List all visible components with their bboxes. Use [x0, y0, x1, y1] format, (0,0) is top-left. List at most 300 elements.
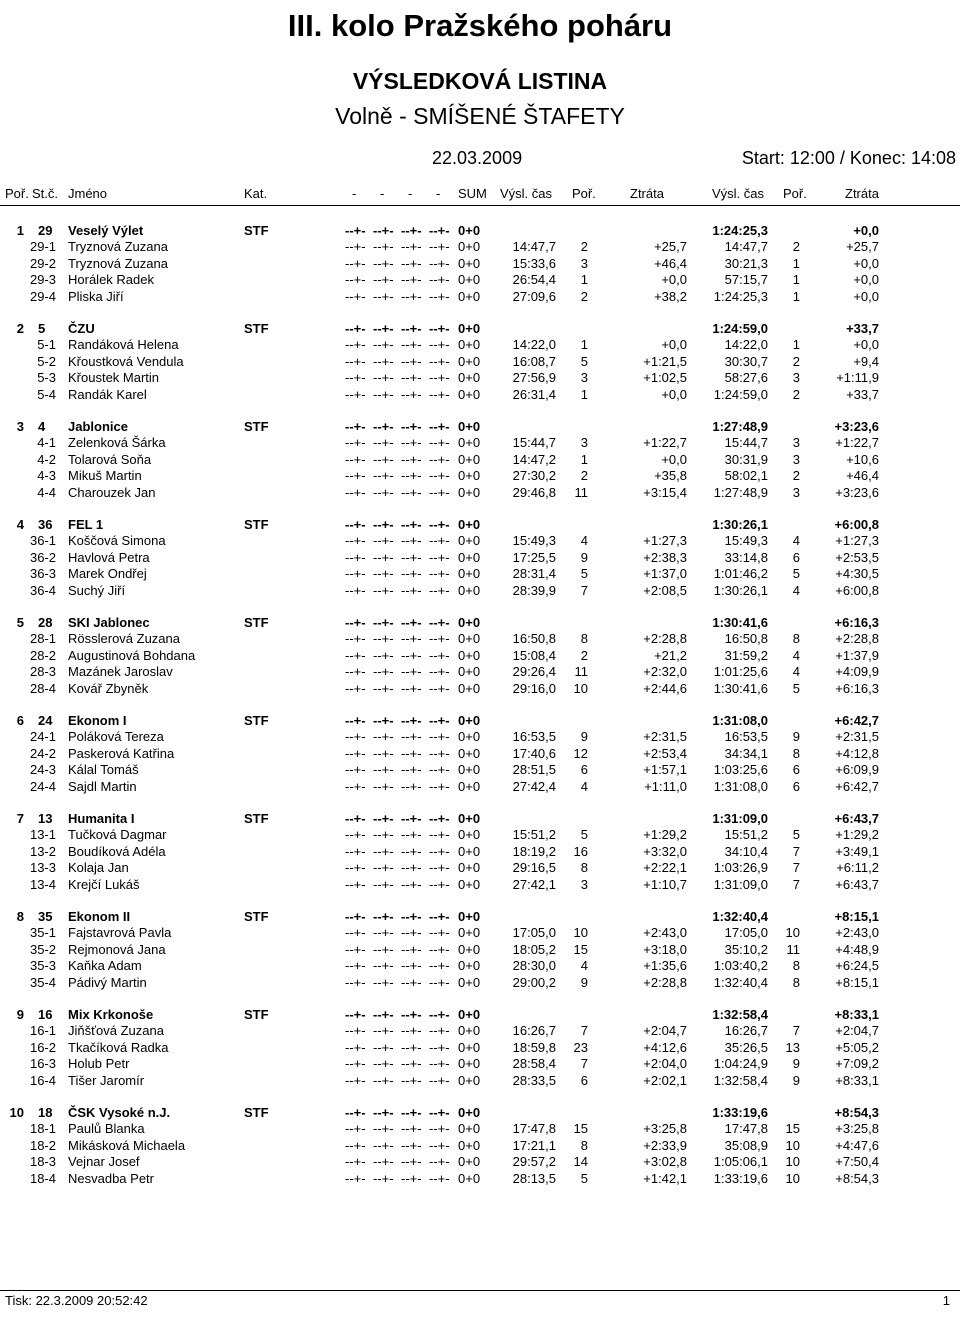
shooting-4: --+-: [429, 1056, 450, 1072]
member-name: Marek Ondřej: [68, 566, 147, 582]
member-leg-time: 27:09,6: [512, 288, 556, 304]
team-start-number: 16: [38, 1007, 53, 1022]
discipline-heading: Volně - SMÍŠENÉ ŠTAFETY: [335, 103, 625, 129]
member-id: 4-2: [37, 451, 56, 467]
shooting-2: --+-: [373, 566, 394, 582]
shooting-4: --+-: [429, 582, 450, 598]
member-leg-loss: +2:31,5: [643, 729, 687, 745]
shooting-3: --+-: [401, 729, 422, 745]
team-total-time: 1:27:48,9: [712, 419, 768, 434]
shooting-2: --+-: [373, 484, 394, 500]
member-leg-time: 29:57,2: [512, 1154, 556, 1170]
shooting-2: --+-: [373, 533, 394, 549]
shooting-4: --+-: [429, 1023, 450, 1039]
team-rank: 1: [16, 223, 24, 238]
member-sum: 0+0: [458, 353, 481, 369]
member-leg-time: 17:21,1: [512, 1137, 556, 1153]
member-name: Paulů Blanka: [68, 1121, 145, 1137]
member-leg-loss: +3:15,4: [643, 484, 687, 500]
shooting-3: --+-: [401, 1170, 422, 1186]
member-row: [0, 1154, 960, 1170]
member-sum: 0+0: [458, 255, 481, 271]
member-leg-loss: +2:44,6: [643, 680, 687, 696]
header-start-number: St.č.: [32, 186, 59, 201]
member-sum: 0+0: [458, 386, 481, 402]
member-name: Horálek Radek: [68, 272, 154, 288]
member-sum: 0+0: [458, 582, 481, 598]
team-sum: 0+0: [458, 1007, 481, 1022]
shooting-2: --+-: [373, 876, 394, 892]
member-name: Mikásková Michaela: [68, 1137, 186, 1153]
shooting-1: --+-: [345, 615, 366, 630]
member-leg-rank: 3: [580, 255, 588, 271]
member-row: [0, 779, 960, 795]
member-leg-rank: 6: [580, 762, 588, 778]
shooting-2: --+-: [373, 729, 394, 745]
member-leg-rank: 1: [580, 451, 588, 467]
member-leg-rank: 4: [580, 533, 588, 549]
team-name: ČSK Vysoké n.J.: [68, 1105, 171, 1120]
team-row: [0, 223, 960, 239]
member-name: Mazánek Jaroslav: [68, 664, 173, 680]
member-name: Křoustková Vendula: [68, 353, 184, 369]
team-name: SKI Jablonec: [68, 615, 150, 630]
member-name: Paskerová Katřina: [68, 745, 175, 761]
member-row: [0, 877, 960, 893]
member-sum: 0+0: [458, 941, 481, 957]
shooting-4: --+-: [429, 370, 450, 386]
member-total-loss: +4:30,5: [835, 566, 879, 582]
shooting-3: --+-: [401, 941, 422, 957]
member-total-rank: 4: [792, 664, 800, 680]
shooting-4: --+-: [429, 566, 450, 582]
member-leg-loss: +2:28,8: [643, 974, 687, 990]
team-category: STF: [244, 517, 269, 532]
header-shooting-2: -: [380, 186, 385, 201]
shooting-3: --+-: [401, 239, 422, 255]
member-leg-loss: +3:02,8: [643, 1154, 687, 1170]
member-total-rank: 3: [792, 484, 800, 500]
member-leg-rank: 2: [580, 288, 588, 304]
member-name: Kaňka Adam: [68, 958, 142, 974]
member-leg-loss: +2:02,1: [643, 1072, 687, 1088]
team-total-loss: +33,7: [846, 321, 879, 336]
shooting-3: --+-: [401, 1121, 422, 1137]
member-total-rank: 5: [792, 827, 800, 843]
member-total-time: 1:33:19,6: [713, 1170, 768, 1186]
team-total-loss: +6:00,8: [834, 517, 879, 532]
member-name: Tkačíková Radka: [68, 1039, 169, 1055]
member-leg-loss: +2:04,0: [643, 1056, 687, 1072]
shooting-4: --+-: [429, 958, 450, 974]
member-total-loss: +4:47,6: [835, 1137, 879, 1153]
header-sum: SUM: [458, 186, 487, 201]
shooting-3: --+-: [401, 451, 422, 467]
shooting-1: --+-: [345, 1072, 366, 1088]
member-total-rank: 7: [792, 843, 800, 859]
shooting-4: --+-: [429, 615, 450, 630]
member-name: Augustinová Bohdana: [68, 647, 196, 663]
member-leg-loss: +3:25,8: [643, 1121, 687, 1137]
team-total-loss: +8:54,3: [834, 1105, 879, 1120]
member-total-time: 1:24:59,0: [713, 386, 768, 402]
member-total-loss: +6:16,3: [835, 680, 879, 696]
member-total-rank: 10: [785, 1137, 800, 1153]
member-leg-loss: +2:22,1: [643, 860, 687, 876]
shooting-1: --+-: [345, 811, 366, 826]
member-leg-time: 29:16,0: [512, 680, 556, 696]
shooting-1: --+-: [345, 1105, 366, 1120]
member-leg-rank: 15: [573, 941, 588, 957]
shooting-4: --+-: [429, 272, 450, 288]
shooting-1: --+-: [345, 843, 366, 859]
shooting-2: --+-: [373, 353, 394, 369]
shooting-2: --+-: [373, 435, 394, 451]
member-row: [0, 975, 960, 991]
header-total-rank: Poř.: [783, 186, 807, 201]
shooting-3: --+-: [401, 925, 422, 941]
member-leg-loss: +2:43,0: [643, 925, 687, 941]
member-name: Sajdl Martin: [68, 778, 137, 794]
member-name: Tryznová Zuzana: [68, 239, 168, 255]
member-leg-rank: 7: [580, 1056, 588, 1072]
shooting-2: --+-: [373, 223, 394, 238]
member-leg-loss: +21,2: [654, 647, 687, 663]
member-id: 29-1: [29, 239, 56, 255]
member-sum: 0+0: [458, 1121, 481, 1137]
member-id: 36-4: [29, 582, 56, 598]
member-id: 35-3: [29, 958, 56, 974]
shooting-2: --+-: [373, 958, 394, 974]
member-sum: 0+0: [458, 860, 481, 876]
member-total-time: 34:34,1: [724, 745, 768, 761]
member-leg-rank: 7: [580, 1023, 588, 1039]
shooting-2: --+-: [373, 680, 394, 696]
member-leg-time: 29:16,5: [512, 860, 556, 876]
member-total-loss: +9,4: [853, 353, 879, 369]
member-sum: 0+0: [458, 549, 481, 565]
shooting-3: --+-: [401, 386, 422, 402]
shooting-3: --+-: [401, 680, 422, 696]
member-leg-rank: 2: [580, 647, 588, 663]
shooting-4: --+-: [429, 419, 450, 434]
shooting-1: --+-: [345, 974, 366, 990]
shooting-4: --+-: [429, 941, 450, 957]
member-sum: 0+0: [458, 1154, 481, 1170]
member-leg-time: 27:56,9: [512, 370, 556, 386]
member-row: [0, 942, 960, 958]
member-row: [0, 1121, 960, 1137]
member-total-loss: +1:37,9: [835, 647, 879, 663]
member-leg-time: 18:19,2: [512, 843, 556, 859]
member-total-loss: +1:29,2: [835, 827, 879, 843]
shooting-1: --+-: [345, 582, 366, 598]
shooting-4: --+-: [429, 876, 450, 892]
print-timestamp: Tisk: 22.3.2009 20:52:42: [5, 1293, 148, 1308]
member-row: [0, 681, 960, 697]
member-name: Tolarová Soňa: [68, 451, 152, 467]
team-start-number: 5: [38, 321, 46, 336]
shooting-4: --+-: [429, 631, 450, 647]
member-total-time: 15:49,3: [724, 533, 768, 549]
shooting-3: --+-: [401, 843, 422, 859]
header-total-time: Výsl. čas: [712, 186, 765, 201]
shooting-1: --+-: [345, 451, 366, 467]
member-leg-loss: +25,7: [654, 239, 687, 255]
team-total-time: 1:32:40,4: [712, 909, 768, 924]
member-name: Jiňšťová Zuzana: [68, 1023, 164, 1039]
team-total-time: 1:24:59,0: [712, 321, 768, 336]
member-total-loss: +3:49,1: [835, 843, 879, 859]
member-id: 5-2: [37, 353, 56, 369]
shooting-3: --+-: [401, 435, 422, 451]
shooting-3: --+-: [401, 1154, 422, 1170]
member-id: 24-2: [29, 745, 56, 761]
shooting-3: --+-: [401, 582, 422, 598]
shooting-4: --+-: [429, 974, 450, 990]
member-total-time: 1:27:48,9: [713, 484, 768, 500]
member-row: [0, 1023, 960, 1039]
shooting-3: --+-: [401, 255, 422, 271]
member-leg-time: 18:05,2: [512, 941, 556, 957]
member-total-rank: 5: [792, 680, 800, 696]
member-leg-rank: 3: [580, 876, 588, 892]
shooting-2: --+-: [373, 321, 394, 336]
member-total-loss: +6:24,5: [835, 958, 879, 974]
member-name: Charouzek Jan: [68, 484, 156, 500]
member-row: [0, 435, 960, 451]
shooting-3: --+-: [401, 876, 422, 892]
member-row: [0, 566, 960, 582]
shooting-1: --+-: [345, 941, 366, 957]
member-total-loss: +0,0: [853, 337, 879, 353]
team-sum: 0+0: [458, 517, 481, 532]
member-leg-time: 16:53,5: [512, 729, 556, 745]
member-row: [0, 1171, 960, 1187]
member-id: 13-2: [29, 843, 56, 859]
member-leg-loss: +3:32,0: [643, 843, 687, 859]
shooting-4: --+-: [429, 778, 450, 794]
shooting-1: --+-: [345, 729, 366, 745]
shooting-4: --+-: [429, 239, 450, 255]
member-total-loss: +2:43,0: [835, 925, 879, 941]
member-total-rank: 1: [792, 337, 800, 353]
shooting-1: --+-: [345, 337, 366, 353]
member-sum: 0+0: [458, 631, 481, 647]
member-sum: 0+0: [458, 1170, 481, 1186]
member-leg-loss: +2:08,5: [643, 582, 687, 598]
member-total-rank: 4: [792, 533, 800, 549]
member-leg-rank: 12: [573, 745, 588, 761]
member-row: [0, 468, 960, 484]
member-row: [0, 844, 960, 860]
team-rank: 8: [16, 909, 24, 924]
member-total-time: 1:05:06,1: [713, 1154, 768, 1170]
shooting-1: --+-: [345, 272, 366, 288]
header-shooting-4: -: [436, 186, 441, 201]
member-leg-rank: 9: [580, 974, 588, 990]
shooting-3: --+-: [401, 1137, 422, 1153]
member-sum: 0+0: [458, 239, 481, 255]
member-id: 13-3: [29, 860, 56, 876]
member-total-loss: +0,0: [853, 288, 879, 304]
member-row: [0, 256, 960, 272]
member-leg-time: 16:08,7: [512, 353, 556, 369]
shooting-4: --+-: [429, 925, 450, 941]
shooting-1: --+-: [345, 664, 366, 680]
member-leg-rank: 7: [580, 582, 588, 598]
member-total-rank: 2: [792, 353, 800, 369]
member-total-time: 1:31:09,0: [713, 876, 768, 892]
shooting-3: --+-: [401, 664, 422, 680]
member-total-rank: 7: [792, 876, 800, 892]
header-category: Kat.: [244, 186, 268, 201]
member-total-loss: +6:11,2: [836, 860, 879, 876]
member-name: Vejnar Josef: [68, 1154, 140, 1170]
team-total-loss: +8:15,1: [834, 909, 879, 924]
member-total-rank: 15: [785, 1121, 800, 1137]
team-rank: 3: [16, 419, 24, 434]
shooting-4: --+-: [429, 1170, 450, 1186]
member-leg-time: 14:47,2: [512, 451, 556, 467]
shooting-1: --+-: [345, 958, 366, 974]
shooting-1: --+-: [345, 680, 366, 696]
team-name: FEL 1: [68, 517, 104, 532]
shooting-1: --+-: [345, 745, 366, 761]
member-row: [0, 1138, 960, 1154]
shooting-3: --+-: [401, 566, 422, 582]
member-name: Pádivý Martin: [68, 974, 147, 990]
member-leg-time: 28:39,9: [512, 582, 556, 598]
member-sum: 0+0: [458, 745, 481, 761]
member-total-rank: 2: [792, 468, 800, 484]
member-leg-loss: +1:22,7: [643, 435, 687, 451]
shooting-4: --+-: [429, 451, 450, 467]
member-total-loss: +33,7: [846, 386, 879, 402]
member-sum: 0+0: [458, 664, 481, 680]
member-name: Pliska Jiří: [68, 288, 124, 304]
member-total-loss: +7:50,4: [835, 1154, 879, 1170]
member-total-loss: +1:11,9: [836, 370, 879, 386]
shooting-2: --+-: [373, 1023, 394, 1039]
shooting-2: --+-: [373, 909, 394, 924]
member-name: Mikuš Martin: [68, 468, 142, 484]
shooting-2: --+-: [373, 549, 394, 565]
member-id: 28-3: [29, 664, 56, 680]
header-leg-loss: Ztráta: [630, 186, 664, 201]
member-total-rank: 8: [792, 958, 800, 974]
team-total-loss: +6:16,3: [834, 615, 879, 630]
shooting-4: --+-: [429, 435, 450, 451]
shooting-4: --+-: [429, 321, 450, 336]
shooting-2: --+-: [373, 664, 394, 680]
team-total-time: 1:33:19,6: [712, 1105, 768, 1120]
member-total-rank: 6: [792, 778, 800, 794]
member-sum: 0+0: [458, 451, 481, 467]
member-name: Kovář Zbyněk: [68, 680, 149, 696]
team-sum: 0+0: [458, 223, 481, 238]
shooting-2: --+-: [373, 1170, 394, 1186]
member-leg-loss: +3:18,0: [643, 941, 687, 957]
member-total-rank: 8: [792, 745, 800, 761]
shooting-3: --+-: [401, 337, 422, 353]
member-leg-time: 28:51,5: [512, 762, 556, 778]
shooting-4: --+-: [429, 729, 450, 745]
member-total-time: 1:03:25,6: [713, 762, 768, 778]
member-id: 16-3: [29, 1056, 56, 1072]
member-leg-rank: 5: [580, 1170, 588, 1186]
shooting-4: --+-: [429, 353, 450, 369]
member-leg-rank: 16: [573, 843, 588, 859]
shooting-1: --+-: [345, 925, 366, 941]
member-total-loss: +8:54,3: [835, 1170, 879, 1186]
shooting-3: --+-: [401, 1056, 422, 1072]
team-start-number: 4: [38, 419, 46, 434]
shooting-3: --+-: [401, 549, 422, 565]
member-sum: 0+0: [458, 680, 481, 696]
member-total-loss: +5:05,2: [835, 1039, 879, 1055]
shooting-2: --+-: [373, 1072, 394, 1088]
shooting-1: --+-: [345, 647, 366, 663]
member-leg-loss: +1:42,1: [643, 1170, 687, 1186]
shooting-3: --+-: [401, 1023, 422, 1039]
member-row: [0, 370, 960, 386]
shooting-1: --+-: [345, 353, 366, 369]
shooting-2: --+-: [373, 1039, 394, 1055]
team-category: STF: [244, 811, 269, 826]
member-row: [0, 337, 960, 353]
member-total-time: 1:32:58,4: [713, 1072, 768, 1088]
member-leg-rank: 3: [580, 370, 588, 386]
member-leg-loss: +2:32,0: [643, 664, 687, 680]
shooting-1: --+-: [345, 549, 366, 565]
shooting-3: --+-: [401, 370, 422, 386]
member-sum: 0+0: [458, 533, 481, 549]
team-rank: 5: [16, 615, 24, 630]
member-total-loss: +3:25,8: [835, 1121, 879, 1137]
member-id: 36-3: [29, 566, 56, 582]
member-leg-loss: +4:12,6: [643, 1039, 687, 1055]
shooting-1: --+-: [345, 484, 366, 500]
member-leg-rank: 11: [574, 484, 588, 500]
member-leg-rank: 5: [580, 566, 588, 582]
shooting-2: --+-: [373, 713, 394, 728]
member-leg-rank: 14: [573, 1154, 588, 1170]
shooting-3: --+-: [401, 321, 422, 336]
shooting-1: --+-: [345, 566, 366, 582]
shooting-4: --+-: [429, 533, 450, 549]
member-total-time: 30:30,7: [724, 353, 768, 369]
member-id: 24-3: [29, 762, 56, 778]
team-category: STF: [244, 909, 269, 924]
shooting-1: --+-: [345, 468, 366, 484]
member-total-rank: 9: [792, 1056, 800, 1072]
team-total-time: 1:31:09,0: [712, 811, 768, 826]
shooting-3: --+-: [401, 647, 422, 663]
member-id: 28-4: [29, 680, 56, 696]
member-sum: 0+0: [458, 468, 481, 484]
member-leg-loss: +2:53,4: [643, 745, 687, 761]
team-name: Veselý Výlet: [68, 223, 144, 238]
member-total-loss: +0,0: [853, 272, 879, 288]
team-row: [0, 419, 960, 435]
team-rank: 2: [16, 321, 24, 336]
member-row: [0, 648, 960, 664]
member-leg-time: 15:49,3: [512, 533, 556, 549]
shooting-4: --+-: [429, 647, 450, 663]
shooting-4: --+-: [429, 386, 450, 402]
member-row: [0, 1040, 960, 1056]
